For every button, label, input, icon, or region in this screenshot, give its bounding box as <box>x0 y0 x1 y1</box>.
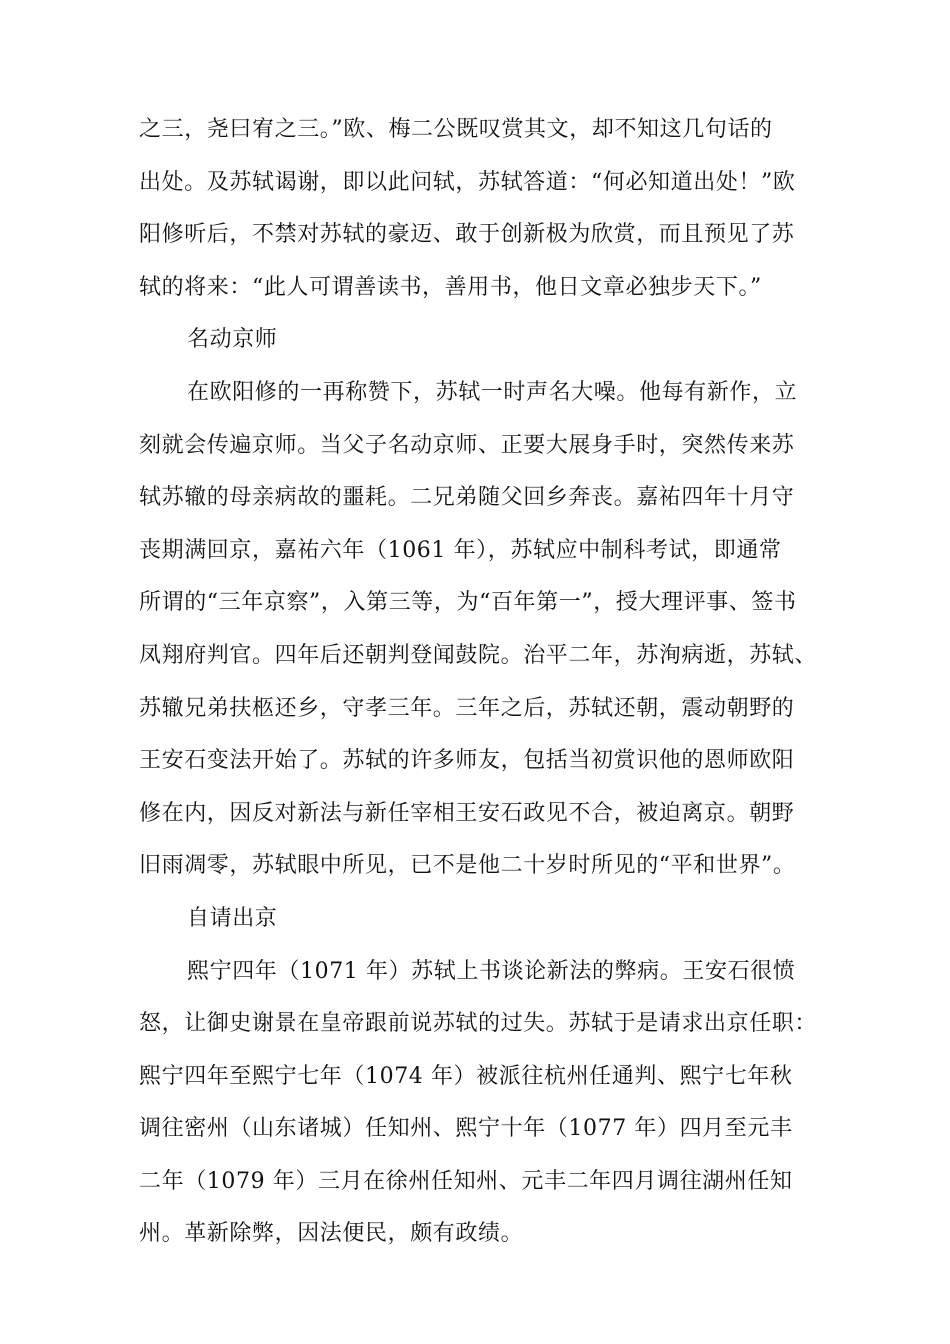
heading-text: 自请出京 <box>187 905 278 931</box>
text-line: 调往密州（山东诸城）任知州、熙宁十年（1077 年）四月至元丰 <box>139 1116 793 1142</box>
text-line: 出处。及苏轼谒谢，即以此问轼，苏轼答道：“何必知道出处！”欧 <box>139 169 796 195</box>
document-body <box>139 104 839 1261</box>
text-line: 在欧阳修的一再称赞下，苏轼一时声名大噪。他每有新作，立 <box>187 379 798 405</box>
text-line: 修在内，因反对新法与新任宰相王安石政见不合，被迫离京。朝野 <box>139 800 795 826</box>
section-heading-2 <box>139 893 839 946</box>
text-line: 苏辙兄弟扶柩还乡，守孝三年。三年之后，苏轼还朝，震动朝野的 <box>139 695 795 721</box>
heading-text: 名动京师 <box>187 327 278 353</box>
text-line: 丧期满回京，嘉祐六年（1061 年），苏轼应中制科考试，即通常 <box>139 537 782 563</box>
text-line: 怒，让御史谢景在皇帝跟前说苏轼的过失。苏轼于是请求出京任职： <box>139 1011 818 1037</box>
section-heading-1 <box>139 314 839 367</box>
paragraph-2 <box>139 367 839 893</box>
text-line: 王安石变法开始了。苏轼的许多师友，包括当初赏识他的恩师欧阳 <box>139 748 795 774</box>
paragraph-1 <box>139 104 839 314</box>
paragraph-3 <box>139 946 839 1262</box>
text-line: 州。革新除弊，因法便民，颇有政绩。 <box>139 1221 524 1247</box>
text-line: 轼的将来：“此人可谓善读书，善用书，他日文章必独步天下。” <box>139 274 762 300</box>
text-line: 轼苏辙的母亲病故的噩耗。二兄弟随父回乡奔丧。嘉祐四年十月守 <box>139 485 795 511</box>
text-line: 凤翔府判官。四年后还朝判登闻鼓院。治平二年，苏洵病逝，苏轼、 <box>139 642 818 668</box>
text-line: 之三，尧曰宥之三。”欧、梅二公既叹赏其文，却不知这几句话的 <box>139 117 773 142</box>
text-line: 旧雨凋零，苏轼眼中所见，已不是他二十岁时所见的“平和世界”。 <box>139 853 796 879</box>
text-line: 二年（1079 年）三月在徐州任知州、元丰二年四月调往湖州任知 <box>139 1168 793 1194</box>
text-line: 所谓的“三年京察”，入第三等，为“百年第一”，授大理评事、签书 <box>139 590 797 616</box>
text-line: 熙宁四年（1071 年）苏轼上书谈论新法的弊病。王安石很愤 <box>187 958 796 984</box>
text-line: 熙宁四年至熙宁七年（1074 年）被派往杭州任通判、熙宁七年秋 <box>139 1063 793 1089</box>
text-line: 刻就会传遍京师。当父子名动京师、正要大展身手时，突然传来苏 <box>139 432 795 458</box>
text-line: 阳修听后，不禁对苏轼的豪迈、敢于创新极为欣赏，而且预见了苏 <box>139 222 795 248</box>
